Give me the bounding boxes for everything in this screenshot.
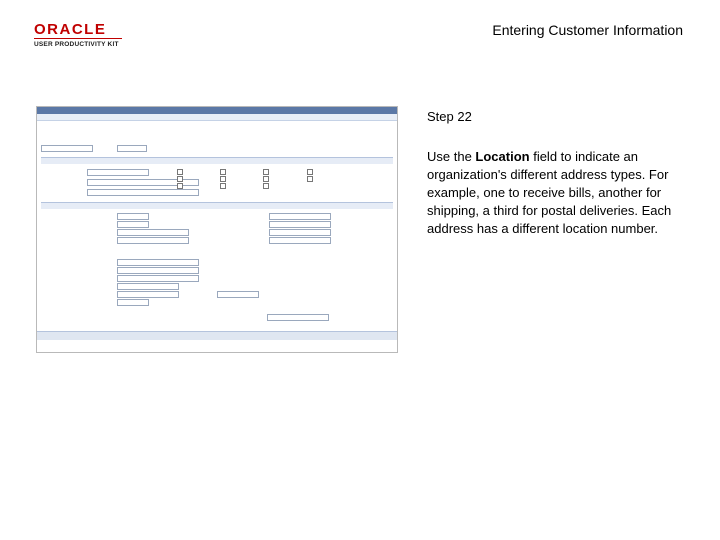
screenshot-checkbox: [307, 176, 313, 182]
step-description: [427, 148, 702, 238]
screenshot-nav-bar: [37, 107, 397, 114]
screenshot-field: [117, 275, 199, 282]
screenshot-field: [269, 237, 331, 244]
screenshot-checkbox: [263, 176, 269, 182]
screenshot-location-field: [87, 169, 149, 176]
screenshot-checkbox: [220, 176, 226, 182]
logo-subtext: USER PRODUCTIVITY KIT: [34, 41, 119, 48]
screenshot-field: [117, 267, 199, 274]
screenshot-button-bar: [37, 331, 397, 340]
screenshot-field: [87, 189, 199, 196]
screenshot-field: [117, 291, 179, 298]
screenshot-checkbox: [177, 169, 183, 175]
screenshot-field: [117, 229, 189, 236]
oracle-upk-logo: [34, 22, 122, 48]
screenshot-field: [269, 213, 331, 220]
screenshot-field: [117, 259, 199, 266]
screenshot-field: [117, 299, 149, 306]
screenshot-field: [269, 221, 331, 228]
screenshot-section-header: [41, 202, 393, 209]
screenshot-field: [217, 291, 259, 298]
step-label: Step 22: [427, 109, 472, 124]
screenshot-checkbox: [177, 183, 183, 189]
page-title: Entering Customer Information: [492, 22, 683, 38]
screenshot-section-header: [41, 157, 393, 164]
screenshot-checkbox: [220, 183, 226, 189]
screenshot-field: [269, 229, 331, 236]
screenshot-checkbox: [307, 169, 313, 175]
logo-wordmark: ORACLE: [34, 22, 122, 39]
screenshot-field: [41, 145, 93, 152]
screenshot-field: [267, 314, 329, 321]
screenshot-field: [117, 237, 189, 244]
screenshot-field: [117, 145, 147, 152]
screenshot-checkbox: [177, 176, 183, 182]
screenshot-top-bar: [37, 114, 397, 121]
screenshot-checkbox: [220, 169, 226, 175]
screenshot-field: [117, 283, 179, 290]
description-text-after: field to indicate an organization's different address types. For example, one to receive bills, another for shipping, a third for postal deliveries. Each address has a different location number.: [427, 149, 672, 236]
location-field-name: Location: [475, 149, 530, 164]
screenshot-checkbox: [263, 183, 269, 189]
screenshot-field: [117, 213, 149, 220]
description-text-before: Use the: [427, 149, 476, 164]
screenshot-field: [117, 221, 149, 228]
screenshot-checkbox: [263, 169, 269, 175]
application-screenshot: [36, 106, 398, 353]
